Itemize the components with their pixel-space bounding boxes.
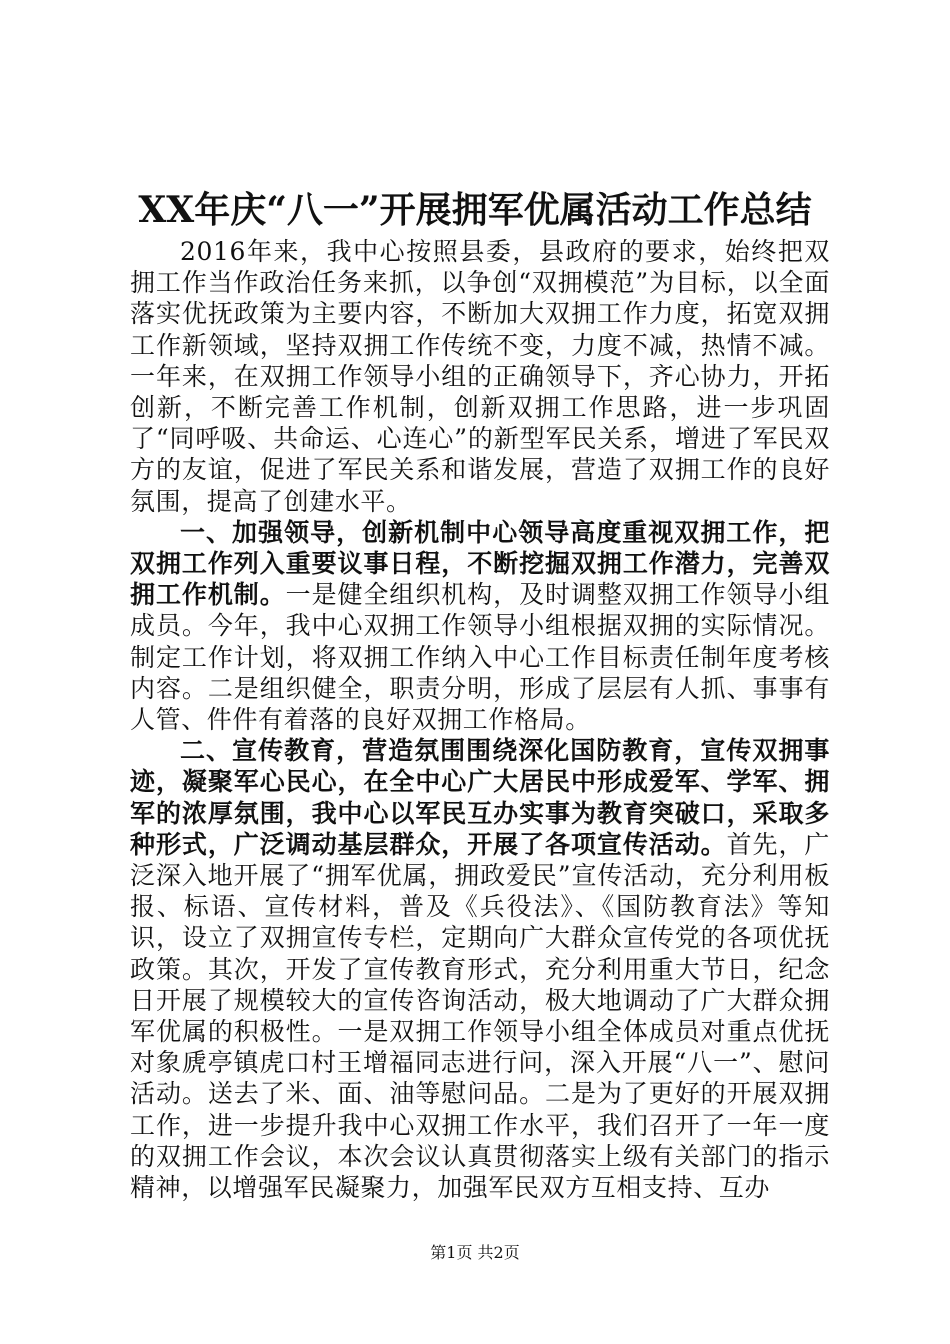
paragraph-lead: 二、宣传教育，营造氛围围绕深化国防教育，宣传双拥事迹，凝聚军心民心，在全中心广大居民中形成爱军、学军、拥军的浓厚氛围，我中心以军民互办实事为教育突破口，采取多种形式，广泛调动基层群众，开展了各项宣传活动。 [130,736,830,859]
document-body [130,236,830,1203]
paragraph-text: 一是健全组织机构，及时调整双拥工作领导小组成员。今年，我中心双拥工作领导小组根据双拥的实际情况。制定工作计划，将双拥工作纳入中心工作目标责任制年度考核内容。二是组织健全，职责分明，形成了层层有人抓、事事有人管、件件有着落的良好双拥工作格局。 [130,580,830,735]
paragraph-section-one [130,517,830,735]
paragraph-text: 2016年来，我中心按照县委，县政府的要求，始终把双拥工作当作政治任务来抓，以争创“双拥模范”为目标，以全面落实优抚政策为主要内容，不断加大双拥工作力度，拓宽双拥工作新领域，坚持双拥工作传统不变，力度不减，热情不减。一年来，在双拥工作领导小组的正确领导下，齐心协力，开拓创新，不断完善工作机制，创新双拥工作思路，进一步巩固了“同呼吸、共命运、心连心”的新型军民关系，增进了军民双方的友谊，促进了军民关系和谐发展，营造了双拥工作的良好氛围，提高了创建水平。 [130,237,830,516]
paragraph-section-two [130,735,830,1203]
page-footer: 第1页 共2页 [430,1243,520,1262]
paragraph-intro [130,236,830,517]
paragraph-text: 首先，广泛深入地开展了“拥军优属，拥政爱民”宣传活动，充分利用板报、标语、宣传材料，普及《兵役法》、《国防教育法》等知识，设立了双拥宣传专栏，定期向广大群众宣传党的各项优抚政策。其次，开发了宣传教育形式，充分利用重大节日，纪念日开展了规模较大的宣传咨询活动，极大地调动了广大群众拥军优属的积极性。一是双拥工作领导小组全体成员对重点优抚对象虒亭镇虎口村王增福同志进行问，深入开展“八一”、慰问活动。送去了米、面、油等慰问品。二是为了更好的开展双拥工作，进一步提升我中心双拥工作水平，我们召开了一年一度的双拥工作会议，本次会议认真贯彻落实上级有关部门的指示精神，以增强军民凝聚力，加强军民双方互相支持、互办 [130,829,830,1203]
paragraph-lead: 一、加强领导，创新机制中心领导高度重视双拥工作，把双拥工作列入重要议事日程，不断挖掘双拥工作潜力，完善双拥工作机制。 [130,517,830,610]
document-title: XX年庆“八一”开展拥军优属活动工作总结 [138,189,812,231]
